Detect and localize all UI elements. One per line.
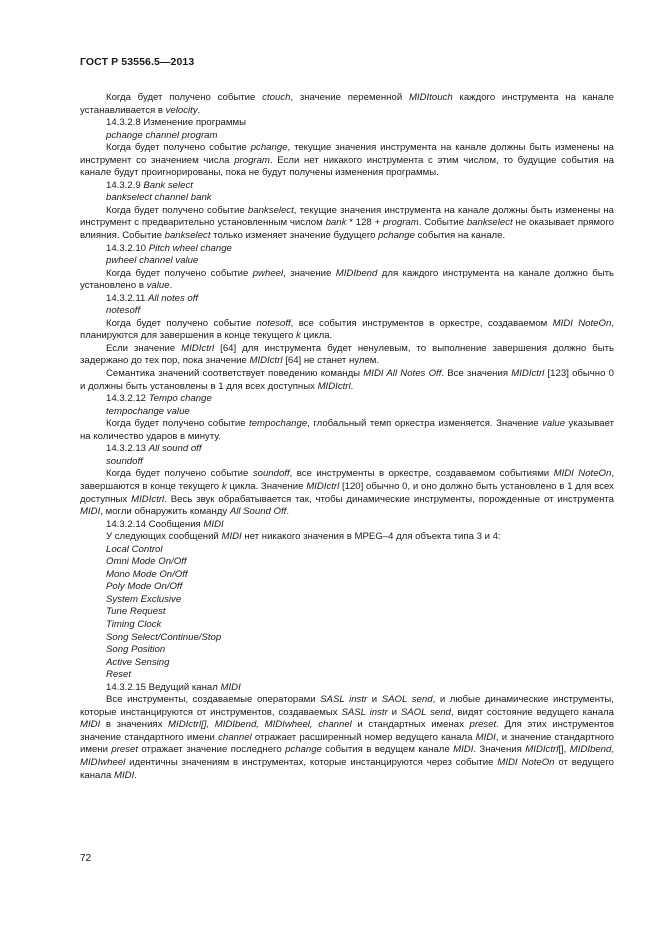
paragraph: Если значение MIDIctrl [64] для инструмента будет ненулевым, то выполнение завершения должно быть задержано до тех пор, пока значение MIDIctrl [64] не станет нулем. <box>80 342 614 367</box>
paragraph: 14.3.2.14 Сообщения MIDI <box>106 518 224 530</box>
paragraph: Когда будет получено событие tempochange, глобальный темп оркестра изменяется. Значение value указывает на количество ударов в минуту. <box>80 418 614 442</box>
paragraph: 14.3.2.10 Pitch wheel change <box>106 242 232 254</box>
midi-message-item: Omni Mode On/Off <box>106 556 187 568</box>
midi-message-item: Mono Mode On/Off <box>106 568 188 580</box>
midi-message-item: Poly Mode On/Off <box>106 581 183 593</box>
paragraph: 14.3.2.8 Изменение программы <box>106 117 246 129</box>
paragraph: 14.3.2.15 Ведущий канал MIDI <box>106 681 241 693</box>
document-header: ГОСТ Р 53556.5—2013 <box>80 56 195 68</box>
midi-message-item: Song Select/Continue/Stop <box>106 631 222 643</box>
midi-message-item: Active Sensing <box>106 656 170 668</box>
paragraph: Когда будет получено событие notesoff, все события инструментов в оркестре, создаваемом MIDI NoteOn, планируются для завершения в конце текущего k цикла. <box>80 317 614 342</box>
paragraph: Когда будет получено событие soundoff, все инструменты в оркестре, создаваемом событиями MIDI NoteOn, завершаются в конце текущего k цикла. Значение MIDIctrl [120] обычно 0, и оно должно быть установлено в 1 для всех доступных MIDIctrl. Весь звук обрабатывается так, чтобы динамические инструменты, порожденные от инструмента MIDI, могли обнаружить команду All Sound Off. <box>80 468 615 518</box>
midi-message-item: Reset <box>106 669 132 681</box>
document-body <box>80 92 614 782</box>
paragraph: Когда будет получено событие pchange, текущие значения инструмента на канале должны быть изменены на инструмент со значением числа program. Если нет никакого инструмента с этим числом, то будущие события на канале будут проигнорированы, пока не будут получены изменения программы. <box>80 142 615 179</box>
paragraph: 14.3.2.12 Tempo change <box>106 393 212 405</box>
paragraph: Когда будет получено событие pwheel, значение MIDIbend для каждого инструмента на канале должно быть установлено в value. <box>80 267 614 292</box>
paragraph: Когда будет получено событие bankselect, текущие значения инструмента на канале должны быть изменены на инструмент с предварительно установленным числом bank * 128 + program. Событие bankselect не оказывает прямого влияния. Событие bankselect только изменяет значение будущего pchange события на канале. <box>80 204 614 242</box>
midi-message-item: Timing Clock <box>106 618 162 630</box>
paragraph: 14.3.2.11 All notes off <box>106 292 199 304</box>
paragraph: Когда будет получено событие ctouch, значение переменной MIDItouch каждого инструмента на канале устанавливается в velocity. <box>80 92 614 116</box>
paragraph: Все инструменты, создаваемые операторами SASL instr и SAOL send, и любые динамические инструменты, которые инстанцируются от инструментов, создаваемых SASL instr и SAOL send, видят состояние ведущего канала MIDI в значениях MIDIctrl[], MIDIbend, MIDIwheel, channel и стандартных именах preset. Для этих инструментов значение стандартного имени channel отражает расширенный номер ведущего канала MIDI, и значение стандартного имени preset отражает значение последнего pchange события в ведущем канале MIDI. Значения MIDIctrl[], MIDIbend, MIDIwheel идентичны значениям в инструментах, которые инстанцируются через событие MIDI NoteOn от ведущего канала MIDI. <box>80 694 614 781</box>
paragraph: tempochange value <box>106 405 190 417</box>
paragraph: soundoff <box>106 455 143 467</box>
midi-message-item: Local Control <box>106 543 163 555</box>
paragraph: 14.3.2.13 All sound off <box>106 443 202 455</box>
page-number: 72 <box>80 853 92 864</box>
midi-message-item: Tune Request <box>106 606 166 618</box>
midi-message-item: System Exclusive <box>106 593 182 605</box>
paragraph: Семантика значений соответствует поведению команды MIDI All Notes Off. Все значения MIDIctrl [123] обычно 0 и должны быть установлены в 1 для всех доступных MIDIctrl. <box>80 368 614 392</box>
paragraph: bankselect channel bank <box>106 192 212 204</box>
paragraph: notesoff <box>106 305 141 317</box>
paragraph: 14.3.2.9 Bank select <box>106 179 193 191</box>
paragraph: У следующих сообщений MIDI нет никакого значения в MPEG–4 для объекта типа 3 и 4: <box>106 531 501 543</box>
midi-message-item: Song Position <box>106 644 166 656</box>
paragraph: pwheel channel value <box>106 255 199 267</box>
paragraph: pchange channel program <box>106 129 218 141</box>
